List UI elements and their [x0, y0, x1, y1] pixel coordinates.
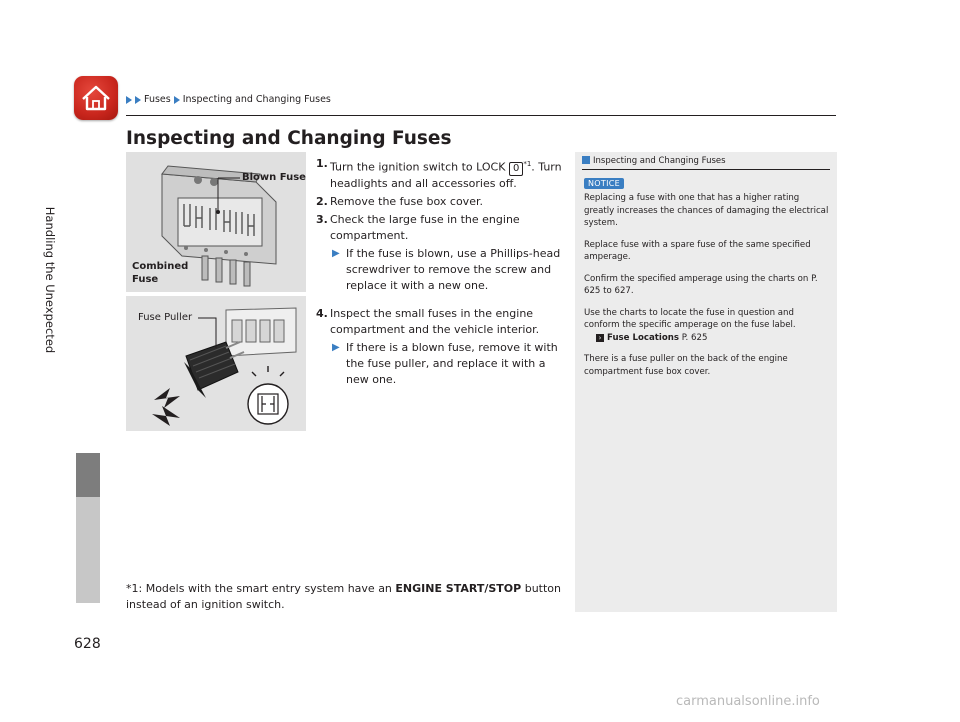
note-paragraph: Replacing a fuse with one that has a higher rating greatly increases the chances of damaging the electrical system.	[584, 193, 829, 228]
reference-arrow-icon: ›	[596, 334, 604, 342]
sub-step-arrow-icon: ▶	[332, 247, 340, 259]
note-paragraph: Use the charts to locate the fuse in question and conform the specific amperage on the fuse label.	[584, 307, 796, 330]
note-paragraph: There is a fuse puller on the back of the engine compartment fuse box cover.	[584, 354, 788, 377]
footnote-ref: *1	[523, 160, 532, 168]
combined-fuse-label-line2: Fuse	[132, 274, 159, 285]
header-rule	[126, 115, 836, 116]
page-title: Inspecting and Changing Fuses	[126, 128, 452, 149]
blown-fuse-label: Blown Fuse	[242, 172, 306, 183]
breadcrumb-item-fuses[interactable]: Fuses	[144, 94, 171, 105]
lock-key-symbol: 0	[509, 162, 523, 176]
home-button[interactable]	[74, 76, 118, 120]
fuse-puller-label: Fuse Puller	[138, 312, 193, 323]
chapter-tab-marker[interactable]	[76, 453, 100, 497]
breadcrumb-arrow-icon	[135, 96, 141, 104]
note-heading: Inspecting and Changing Fuses	[582, 156, 830, 170]
fuse-locations-link[interactable]: › Fuse Locations P. 625	[584, 332, 830, 345]
side-strip-top	[76, 130, 100, 452]
fuse-puller-illustration	[126, 296, 306, 431]
step-3-sub: ▶ If the fuse is blown, use a Phillips-head screwdriver to remove the screw and replace it with a new one.	[332, 246, 561, 292]
step-4-sub: ▶ If there is a blown fuse, remove it with the fuse puller, and replace it with a new one.	[332, 340, 558, 386]
notice-badge: NOTICE	[584, 178, 624, 189]
step-1: 1. Turn the ignition switch to LOCK 0 $^{*1}$. Turn headlights and all accessories off.	[316, 157, 562, 190]
step-2: 2. Remove the fuse box cover.	[316, 194, 483, 208]
breadcrumb-item-current: Inspecting and Changing Fuses	[182, 94, 331, 105]
note-paragraph: Confirm the specified amperage using the charts on P. 625 to 627.	[584, 273, 818, 296]
breadcrumb	[126, 94, 331, 105]
watermark: carmanualsonline.info	[676, 694, 820, 709]
footnote: *1: Models with the smart entry system have an ENGINE START/STOP button instead of an ignition switch.	[126, 582, 561, 611]
combined-fuse-label-line1: Combined	[132, 261, 189, 272]
step-4: 4. Inspect the small fuses in the engine compartment and the vehicle interior.	[316, 306, 540, 336]
page-number: 628	[74, 636, 101, 652]
home-icon	[74, 76, 118, 120]
breadcrumb-arrow-icon	[126, 96, 132, 104]
procedure-steps	[316, 156, 566, 388]
breadcrumb-arrow-icon	[174, 96, 180, 104]
step-3: 3. Check the large fuse in the engine compartment.	[316, 212, 520, 242]
sub-step-arrow-icon: ▶	[332, 341, 340, 353]
chapter-tab-label: Handling the Unexpected	[43, 206, 57, 354]
note-paragraph: Replace fuse with a spare fuse of the same specified amperage.	[584, 239, 811, 262]
chapter-tab-strip	[76, 497, 100, 603]
note-marker-icon	[582, 156, 590, 164]
note-body	[584, 192, 830, 387]
fuse-box-illustration	[126, 152, 306, 292]
